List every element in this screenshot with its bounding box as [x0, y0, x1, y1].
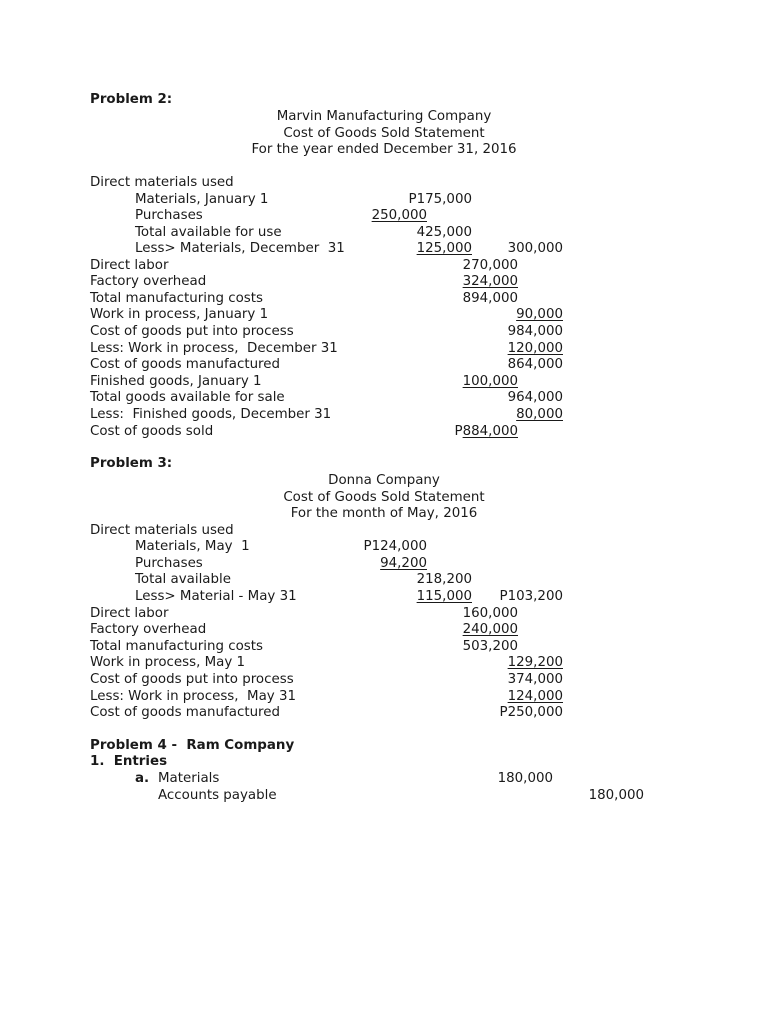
p2-finished-goods-jan1-label: Finished goods, January 1 — [90, 374, 262, 389]
problem2-company: Marvin Manufacturing Company — [276, 109, 492, 124]
p2-cost-goods-sold-label: Cost of goods sold — [90, 424, 214, 439]
p3-materials-may1-label: Materials, May 1 — [135, 539, 250, 554]
p3-less-wip-amount: 124,000 — [507, 689, 563, 704]
p2-less-finished-goods-label: Less: Finished goods, December 31 — [90, 407, 332, 422]
p3-direct-labor-amount: 160,000 — [462, 606, 518, 621]
p2-total-manufacturing-costs-amount: 894,000 — [462, 291, 518, 306]
p3-cost-put-into-process-amount: 374,000 — [507, 672, 563, 687]
p2-less-materials-amount: 125,000 — [416, 241, 472, 256]
entry-a-credit-amount: 180,000 — [588, 788, 644, 803]
p3-cost-goods-manufactured-amount: P250,000 — [499, 705, 563, 720]
p3-direct-materials-used-amount: P103,200 — [499, 589, 563, 604]
p3-wip-may1-label: Work in process, May 1 — [90, 655, 246, 670]
p3-direct-materials-used-label: Direct materials used — [90, 523, 234, 538]
p2-cost-goods-sold-peso: P — [454, 424, 463, 439]
p2-factory-overhead-amount: 324,000 — [462, 274, 518, 289]
p2-total-manufacturing-costs-label: Total manufacturing costs — [90, 291, 263, 306]
p2-cost-put-into-process-label: Cost of goods put into process — [90, 324, 294, 339]
p2-less-wip-amount: 120,000 — [507, 341, 563, 356]
problem3-statement-title: Cost of Goods Sold Statement — [283, 490, 485, 505]
p3-total-available-amount: 218,200 — [416, 572, 472, 587]
p3-less-material-amount: 115,000 — [416, 589, 472, 604]
p3-cost-put-into-process-label: Cost of goods put into process — [90, 672, 294, 687]
p3-materials-may1-amount: P124,000 — [363, 539, 427, 554]
p3-total-manufacturing-costs-label: Total manufacturing costs — [90, 639, 263, 654]
p2-cost-goods-manufactured-label: Cost of goods manufactured — [90, 357, 280, 372]
problem4-entries-heading: 1. Entries — [90, 754, 168, 769]
p2-total-goods-available-label: Total goods available for sale — [90, 390, 285, 405]
p2-cost-goods-manufactured-amount: 864,000 — [507, 357, 563, 372]
p2-direct-materials-used-label: Direct materials used — [90, 175, 234, 190]
problem3-company: Donna Company — [328, 473, 440, 488]
p2-direct-materials-used-amount: 300,000 — [507, 241, 563, 256]
p2-direct-labor-label: Direct labor — [90, 258, 169, 273]
p3-purchases-amount: 94,200 — [380, 556, 427, 571]
problem4-heading: Problem 4 - Ram Company — [90, 738, 295, 753]
problem2-heading: Problem 2: — [90, 92, 173, 107]
entry-a-letter: a. — [135, 771, 150, 786]
p2-finished-goods-jan1-amount: 100,000 — [462, 374, 518, 389]
entry-a-credit-account: Accounts payable — [158, 788, 277, 803]
p3-less-wip-label: Less: Work in process, May 31 — [90, 689, 297, 704]
p2-materials-jan1-amount: P175,000 — [408, 192, 472, 207]
p3-direct-labor-label: Direct labor — [90, 606, 169, 621]
p3-cost-goods-manufactured-label: Cost of goods manufactured — [90, 705, 280, 720]
p2-direct-labor-amount: 270,000 — [462, 258, 518, 273]
p2-less-materials-label: Less> Materials, December 31 — [135, 241, 345, 256]
p2-total-goods-available-amount: 964,000 — [507, 390, 563, 405]
p2-less-wip-label: Less: Work in process, December 31 — [90, 341, 338, 356]
p3-factory-overhead-amount: 240,000 — [462, 622, 518, 637]
entry-a-debit-amount: 180,000 — [497, 771, 553, 786]
problem3-period: For the month of May, 2016 — [290, 506, 478, 521]
p3-factory-overhead-label: Factory overhead — [90, 622, 207, 637]
p2-materials-jan1-label: Materials, January 1 — [135, 192, 269, 207]
p2-cost-put-into-process-amount: 984,000 — [507, 324, 563, 339]
p2-purchases-label: Purchases — [135, 208, 203, 223]
p2-total-available-label: Total available for use — [135, 225, 282, 240]
p2-cost-goods-sold-amount: 884,000 — [462, 424, 518, 439]
p2-total-available-amount: 425,000 — [416, 225, 472, 240]
p3-purchases-label: Purchases — [135, 556, 203, 571]
p3-total-manufacturing-costs-amount: 503,200 — [462, 639, 518, 654]
p3-less-material-label: Less> Material - May 31 — [135, 589, 297, 604]
problem3-heading: Problem 3: — [90, 456, 173, 471]
p3-wip-may1-amount: 129,200 — [507, 655, 563, 670]
entry-a-debit-account: Materials — [158, 771, 220, 786]
p2-factory-overhead-label: Factory overhead — [90, 274, 207, 289]
p2-wip-jan1-amount: 90,000 — [516, 307, 563, 322]
p2-purchases-amount: 250,000 — [371, 208, 427, 223]
p2-less-finished-goods-amount: 80,000 — [516, 407, 563, 422]
p2-wip-jan1-label: Work in process, January 1 — [90, 307, 269, 322]
problem2-period: For the year ended December 31, 2016 — [251, 142, 517, 157]
problem2-statement-title: Cost of Goods Sold Statement — [283, 126, 485, 141]
p3-total-available-label: Total available — [135, 572, 231, 587]
